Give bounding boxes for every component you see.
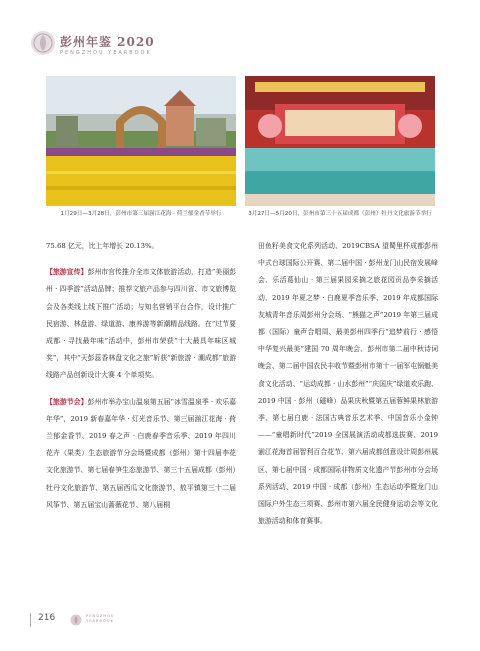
festival-continued-paragraph: 田鱼籽美食文化系列活动、2019CBSA 望蜀里杯成都彭州中式台球国际公开赛、第二届中国 · 彭州龙门山民宿发展峰会、乐活葛仙山 · 第三届果园采摘之旅花园贡品李采摘活动、2019 年夏之梦 · 白鹿夏季音乐季、2019 年成都国际友城青年音乐周彭州分会场、“熊猫之声”2019 年第三届成都（国际）童声合唱周、最美彭州四季行“追梦前行 · 感悟中华复兴最美”建国 70 周年晚会、彭州市第二届中秋诗词晚会、第二届中国农民丰收节暨彭州市第十一届军屯锅魁美食文化活动、“运动成都 · 山水彭州”“庆国庆”绿道欢乐跑、2019 中国 · 彭州（磁峰）品果庆秋暨第五届蓉鲜果林旅游季、第七届白鹿 · 法国古典音乐艺术季、中国音乐小金钟——“童唱新时代”2019 全国展演活动成都选拔赛、2019 湔江花海首届智利百合花节、第六届成都创意设计周彭州展区、第七届中国 · 成都国际非物质文化遗产节彭州市分会场系列活动、2019 中国 · 成都（彭州）生态运动季暨龙门山国际户外生态三项赛、彭州市第六届全民健身运动会等文化旅游活动和体育赛事。 — [258, 242, 438, 526]
festival-text: 彭州市举办宝山温泉第五届“冰雪温泉季 · 欢乐嘉年华”，2019 新春嘉年华 · 灯光音乐节、第三届湔江花海 · 荷兰郁金香节、2019 春之声 · 白鹿春季音乐季、2019 年四川花卉（果类）生态旅游节分会场暨成都（彭州）第十四届李花文化旅游节、第七届春笋生态旅游节、第三十五届成都（彭州）牡丹文化旅游节、第五届西瓜文化旅游节、敖平镇第三十二届风筝节、第五届宝山蔷薇花节、第八届桐 — [46, 397, 237, 509]
yearbook-logo-icon — [30, 30, 56, 56]
yearbook-title: 彭州年鉴 2020 — [60, 35, 155, 49]
promotion-text: 彭州市官传推介全市文体旅游活动，打造“美丽彭州 · 四季游”活动品牌；推荐文旅产品参与四川省、市文旅博览会及各类线上线下推广活动；与知名营销平台合作，设计推广民宿游、林盘游、绿道游、康养游等新潮精品线路。在“过节要成都 · 寻找最年味”活动中，彭州市荣获“十大最具年味区城奖”，其中“天彭蕊香林盘文化之旅”斩获“新旅游 · 潮成都”旅游线路产品创新设计大赛 4 个单项奖。 — [46, 268, 236, 380]
left-text-column — [46, 238, 236, 514]
tourism-promotion-paragraph — [46, 264, 236, 384]
footer-divider — [30, 613, 31, 627]
tulip-festival-photo — [46, 76, 236, 206]
yearbook-subtitle: PENGZHOU YEARBOOK — [60, 50, 152, 56]
page-footer — [30, 610, 230, 634]
photo-caption-1: 1月29日—3月28日，彭州市第三届湔江花海 · 荷兰郁金香节举行 — [60, 211, 222, 217]
right-text-column — [258, 238, 438, 530]
section-tag-promotion: 【旅游宣传】 — [46, 268, 88, 277]
page-header — [30, 30, 230, 66]
page-number: 216 — [38, 613, 56, 623]
footer-logo-text-1: PENGZHOU — [86, 614, 115, 618]
tourism-festival-paragraph — [46, 394, 236, 514]
footer-logo-text — [86, 614, 115, 624]
footer-logo-text-2: YEARBOOK — [86, 619, 114, 623]
peony-festival-photo — [245, 76, 435, 206]
intro-paragraph: 75.68 亿元，比上年增长 20.13%。 — [46, 242, 159, 250]
section-tag-festival: 【旅游节会】 — [46, 397, 88, 406]
photo-caption-2: 3月27日—5月20日，彭州市第三十五届成都（彭州）牡丹文化旅游节举行 — [248, 211, 432, 217]
footer-logo-icon — [70, 614, 82, 626]
